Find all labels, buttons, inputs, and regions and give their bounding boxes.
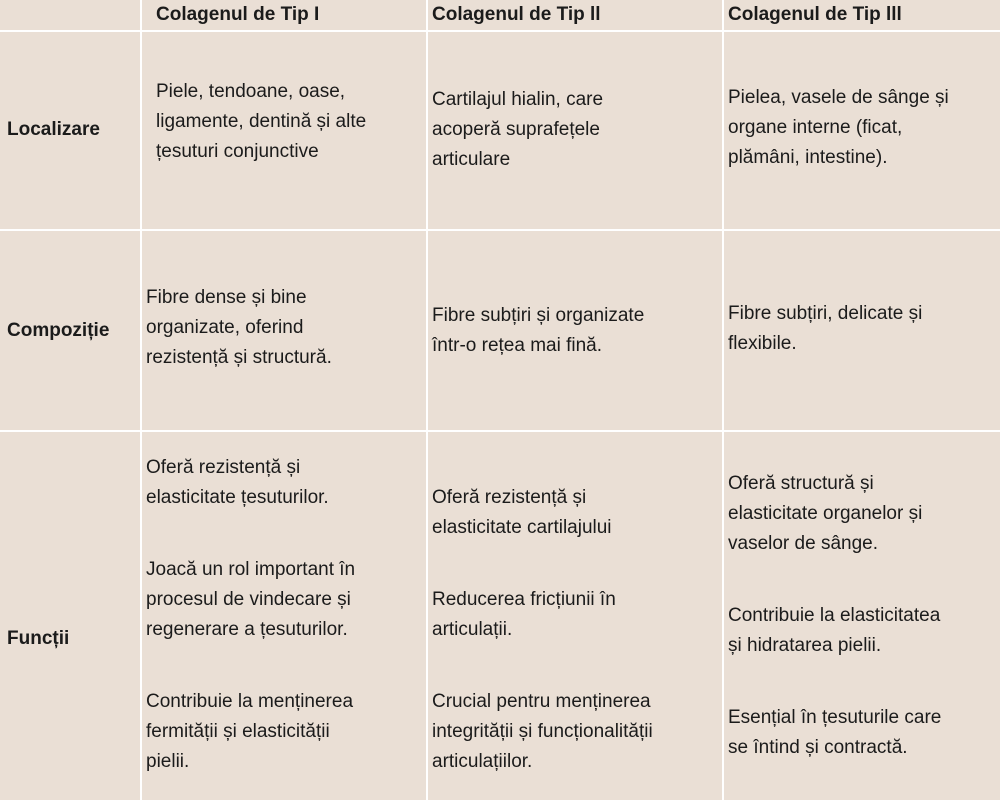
text-line: fermității și elasticității [146, 721, 330, 742]
compozitie-tip-2 [432, 301, 644, 361]
text-line: rezistență și structură. [146, 347, 332, 368]
header-tip-3: Colagenul de Tip lll [728, 4, 902, 25]
paragraph [432, 687, 653, 777]
text-line: Contribuie la menținerea [146, 691, 354, 712]
text-line: articulații. [432, 619, 513, 640]
text-line: se întind și contractă. [728, 737, 908, 758]
paragraph [728, 601, 941, 661]
functii-tip-1 [146, 453, 355, 777]
column-divider [140, 0, 142, 800]
functii-tip-2 [432, 483, 653, 777]
text-line: integrității și funcționalității [432, 721, 653, 742]
row-label-functii: Funcții [7, 628, 70, 649]
text-line: Fibre subțiri, delicate și [728, 303, 923, 324]
localizare-tip-1 [156, 77, 366, 167]
text-line: și hidratarea pielii. [728, 635, 882, 656]
localizare-tip-2 [432, 85, 603, 175]
text-line: elasticitate cartilajului [432, 517, 612, 538]
row-divider [0, 30, 1000, 32]
text-line: Fibre dense și bine [146, 287, 307, 308]
row-label-compozitie: Compoziție [7, 320, 110, 341]
text-line: Oferă rezistență și [432, 487, 587, 508]
paragraph [432, 585, 653, 645]
text-line: Piele, tendoane, oase, [156, 81, 346, 102]
text-line: acoperă suprafețele [432, 119, 600, 140]
text-line: elasticitate țesuturilor. [146, 487, 329, 508]
text-line: vaselor de sânge. [728, 533, 878, 554]
header-tip-1: Colagenul de Tip I [156, 4, 320, 25]
compozitie-tip-3 [728, 299, 922, 359]
text-line: Joacă un rol important în [146, 559, 356, 580]
header-tip-2: Colagenul de Tip ll [432, 4, 601, 25]
text-line: într-o rețea mai fină. [432, 335, 603, 356]
functii-tip-3 [728, 469, 941, 763]
paragraph [432, 483, 653, 543]
text-line: flexibile. [728, 333, 797, 354]
text-line: Crucial pentru menținerea [432, 691, 651, 712]
paragraph [728, 703, 941, 763]
row-divider [0, 430, 1000, 432]
text-line: ligamente, dentină și alte [156, 111, 367, 132]
localizare-tip-3 [728, 83, 949, 173]
text-line: Cartilajul hialin, care [432, 89, 604, 110]
text-line: Esențial în țesuturile care [728, 707, 942, 728]
column-divider [426, 0, 428, 800]
text-line: organizate, oferind [146, 317, 304, 338]
text-line: pielii. [146, 751, 190, 772]
text-line: Oferă rezistență și [146, 457, 301, 478]
paragraph [146, 453, 355, 513]
text-line: Oferă structură și [728, 473, 874, 494]
text-line: articulare [432, 149, 511, 170]
text-line: Pielea, vasele de sânge și [728, 87, 949, 108]
text-line: elasticitate organelor și [728, 503, 923, 524]
row-label-localizare: Localizare [7, 119, 100, 140]
paragraph [146, 555, 355, 645]
compozitie-tip-1 [146, 283, 332, 373]
text-line: plămâni, intestine). [728, 147, 888, 168]
text-line: procesul de vindecare și [146, 589, 351, 610]
text-line: Contribuie la elasticitatea [728, 605, 941, 626]
text-line: articulațiilor. [432, 751, 533, 772]
text-line: țesuturi conjunctive [156, 141, 319, 162]
text-line: Fibre subțiri și organizate [432, 305, 645, 326]
paragraph [146, 687, 355, 777]
text-line: Reducerea fricțiunii în [432, 589, 616, 610]
text-line: organe interne (ficat, [728, 117, 903, 138]
paragraph [728, 469, 941, 559]
column-divider [722, 0, 724, 800]
row-divider [0, 229, 1000, 231]
text-line: regenerare a țesuturilor. [146, 619, 348, 640]
